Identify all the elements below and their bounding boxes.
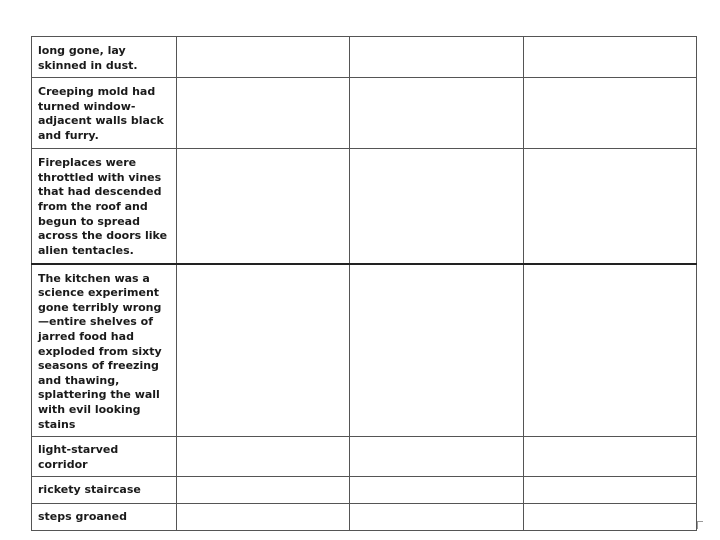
- table-row: [32, 78, 697, 149]
- table-row: [32, 504, 697, 531]
- table-row: [32, 149, 697, 264]
- corner-crop-mark: [697, 521, 703, 529]
- blank-cell[interactable]: [523, 504, 696, 531]
- blank-cell[interactable]: [523, 437, 696, 477]
- blank-cell[interactable]: [523, 78, 696, 149]
- blank-cell[interactable]: [177, 504, 350, 531]
- phrase-cell: rickety staircase: [32, 477, 177, 504]
- blank-cell[interactable]: [177, 477, 350, 504]
- blank-cell[interactable]: [523, 149, 696, 264]
- table-row: [32, 477, 697, 504]
- table-row: [32, 264, 697, 437]
- blank-cell[interactable]: [350, 477, 523, 504]
- blank-cell[interactable]: [177, 264, 350, 437]
- phrase-cell: light-starved corridor: [32, 437, 177, 477]
- blank-cell[interactable]: [350, 437, 523, 477]
- vocabulary-table: [31, 36, 697, 531]
- blank-cell[interactable]: [523, 264, 696, 437]
- blank-cell[interactable]: [177, 78, 350, 149]
- phrase-cell: Creeping mold had turned window-adjacent walls black and furry.: [32, 78, 177, 149]
- phrase-cell: long gone, lay skinned in dust.: [32, 37, 177, 78]
- table-row: [32, 37, 697, 78]
- phrase-cell: steps groaned: [32, 504, 177, 531]
- blank-cell[interactable]: [350, 264, 523, 437]
- phrase-cell: Fireplaces were throttled with vines that had descended from the roof and begun to spread across the doors like alien tentacles.: [32, 149, 177, 264]
- blank-cell[interactable]: [350, 78, 523, 149]
- blank-cell[interactable]: [523, 477, 696, 504]
- phrase-cell: The kitchen was a science experiment gone terribly wrong—entire shelves of jarred food had exploded from sixty seasons of freezing and thawing, splattering the wall with evil looking stains: [32, 264, 177, 437]
- blank-cell[interactable]: [177, 149, 350, 264]
- blank-cell[interactable]: [177, 37, 350, 78]
- blank-cell[interactable]: [350, 504, 523, 531]
- blank-cell[interactable]: [177, 437, 350, 477]
- blank-cell[interactable]: [523, 37, 696, 78]
- blank-cell[interactable]: [350, 37, 523, 78]
- blank-cell[interactable]: [350, 149, 523, 264]
- table-row: [32, 437, 697, 477]
